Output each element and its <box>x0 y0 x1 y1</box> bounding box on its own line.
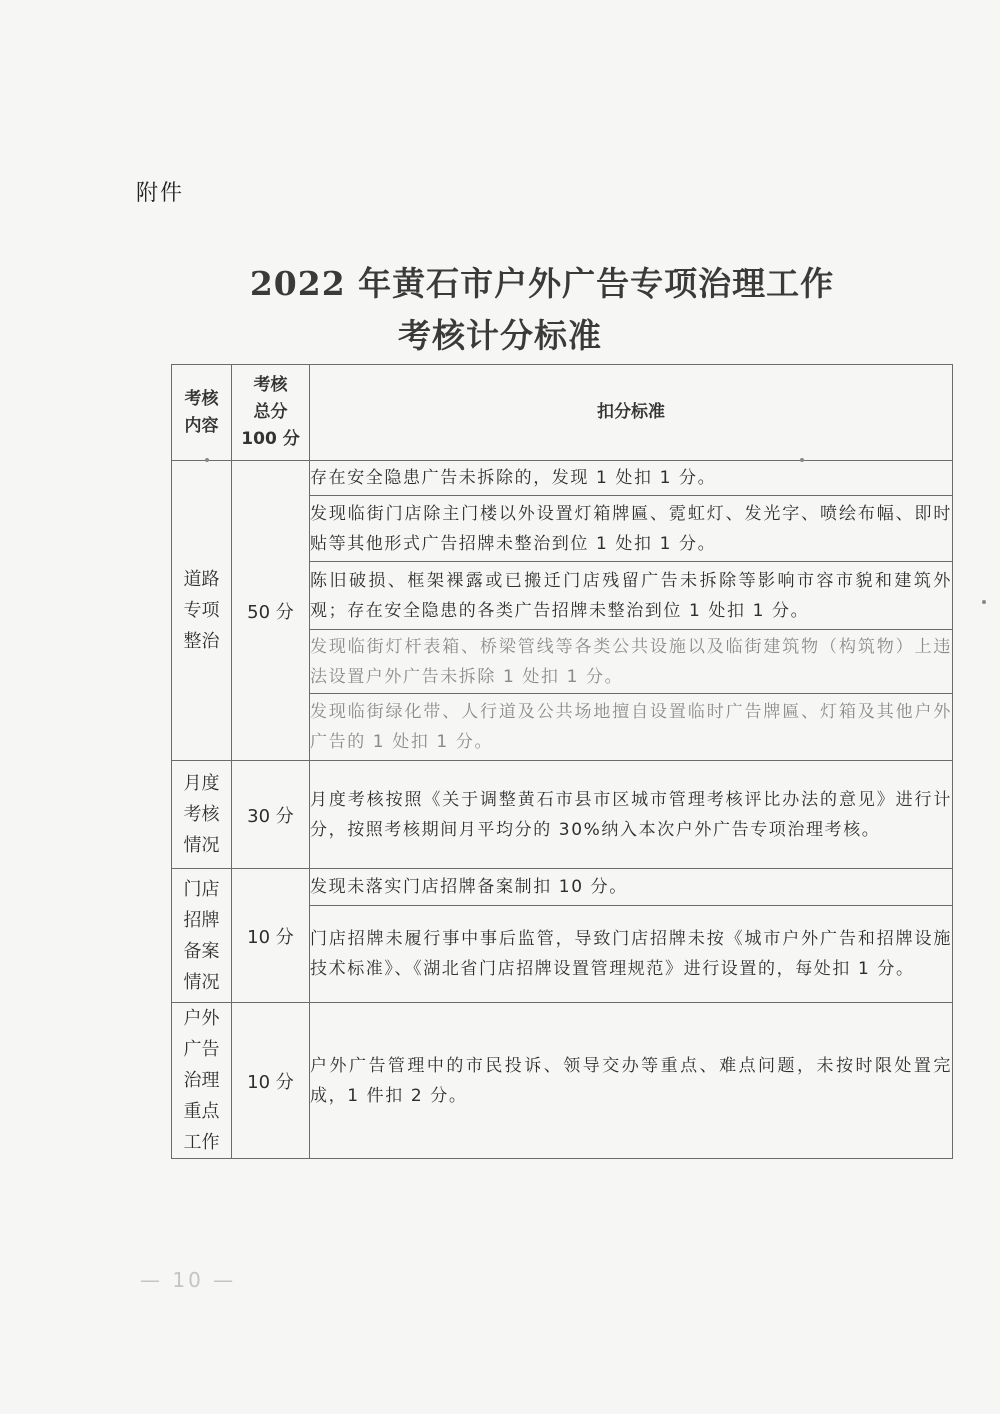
score-text: 30 分 <box>247 805 294 827</box>
criteria-cell: 陈旧破损、框架裸露或已搬迁门店残留广告未拆除等影响市容市貌和建筑外观；存在安全隐患的各类广告招牌未整治到位 1 处扣 1 分。 <box>310 562 953 630</box>
category-text: 道路 专项 整治 <box>183 569 220 652</box>
score-text: 10 分 <box>247 1071 294 1093</box>
score-cell <box>232 761 310 869</box>
category-cell <box>172 461 232 761</box>
category-cell <box>172 869 232 1003</box>
category-text: 门店 招牌 备案 情况 <box>183 878 220 993</box>
attachment-label: 附件 <box>136 181 185 206</box>
score-cell <box>232 461 310 761</box>
criteria-cell: 月度考核按照《关于调整黄石市县市区城市管理考核评比办法的意见》进行计分，按照考核期间月平均分的 30%纳入本次户外广告专项治理考核。 <box>310 761 953 869</box>
category-text: 月度 考核 情况 <box>183 773 220 856</box>
scan-speck <box>800 458 804 462</box>
scan-speck <box>205 458 209 462</box>
score-text: 50 分 <box>247 601 294 623</box>
criteria-cell: 门店招牌未履行事中事后监管，导致门店招牌未按《城市户外广告和招牌设施技术标准》、《湖北省门店招牌设置管理规范》进行设置的，每处扣 1 分。 <box>310 906 953 1003</box>
table-row <box>172 869 953 906</box>
category-cell <box>172 1003 232 1159</box>
criteria-cell: 户外广告管理中的市民投诉、领导交办等重点、难点问题，未按时限处置完成，1 件扣 2 分。 <box>310 1003 953 1159</box>
page-number: — 10 — <box>140 1268 237 1292</box>
score-text: 10 分 <box>247 926 294 948</box>
document-title-line2: 考核计分标准 <box>398 316 602 355</box>
criteria-cell: 发现临街灯杆表箱、桥梁管线等各类公共设施以及临街建筑物（构筑物）上违法设置户外广告未拆除 1 处扣 1 分。 <box>310 630 953 694</box>
header-criteria <box>310 365 953 461</box>
category-text: 户外 广告 治理 重点 工作 <box>183 1008 220 1153</box>
header-total-text: 考核 总分 100 分 <box>241 375 300 449</box>
header-total <box>232 365 310 461</box>
category-cell <box>172 761 232 869</box>
table-row <box>172 461 953 496</box>
header-content-text: 考核 内容 <box>184 388 219 436</box>
criteria-cell: 发现临街绿化带、人行道及公共场地擅自设置临时广告牌匾、灯箱及其他户外广告的 1 处扣 1 分。 <box>310 694 953 761</box>
table-header-row <box>172 365 953 461</box>
header-criteria-text: 扣分标准 <box>597 402 665 422</box>
criteria-cell: 存在安全隐患广告未拆除的，发现 1 处扣 1 分。 <box>310 461 953 496</box>
scoring-table <box>171 364 953 1159</box>
table-row <box>172 1003 953 1159</box>
header-content <box>172 365 232 461</box>
table-row <box>172 761 953 869</box>
criteria-cell: 发现未落实门店招牌备案制扣 10 分。 <box>310 869 953 906</box>
scan-speck <box>982 600 986 604</box>
criteria-cell: 发现临街门店除主门楼以外设置灯箱牌匾、霓虹灯、发光字、喷绘布幅、即时贴等其他形式广告招牌未整治到位 1 处扣 1 分。 <box>310 496 953 562</box>
score-cell <box>232 869 310 1003</box>
document-title-line1: 2022 年黄石市户外广告专项治理工作 <box>249 264 835 303</box>
score-cell <box>232 1003 310 1159</box>
